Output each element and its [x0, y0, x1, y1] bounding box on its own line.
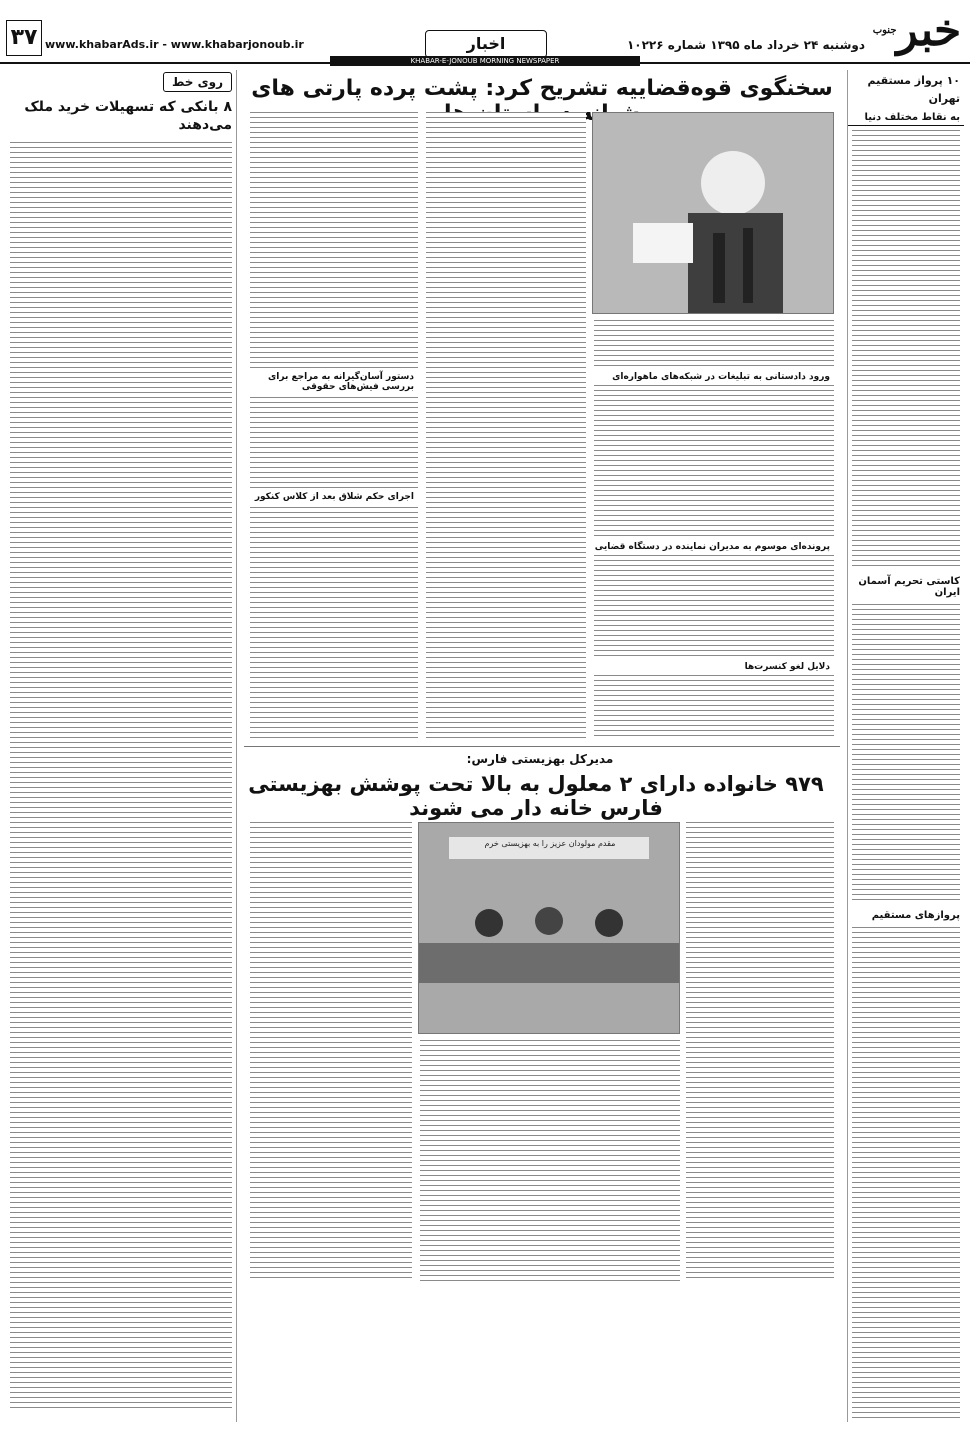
second-story-text-col1	[686, 822, 834, 1282]
website-links: www.khabarAds.ir - www.khabarjonoub.ir	[45, 38, 304, 51]
logo-subtext: جنوب	[872, 25, 897, 36]
second-story-title: ۹۷۹ خانواده دارای ۲ معلول به بالا تحت پوشش بهزیستی فارس خانه دار می شوند	[248, 772, 824, 820]
subhead-5: اجرای حکم شلاق بعد از کلاس کنکور	[244, 490, 418, 504]
second-story-text-col3	[250, 822, 412, 1282]
right-column-subtitle: به نقاط مختلف دنیا	[848, 110, 964, 126]
right-column-title: ۱۰ پرواز مستقیم تهران	[867, 74, 960, 105]
issue-date: دوشنبه ۲۴ خرداد ماه ۱۳۹۵ شماره ۱۰۲۲۶	[626, 38, 865, 52]
second-story-kicker: مدیرکل بهزیستی فارس:	[466, 752, 614, 766]
right-column-text-3	[852, 927, 960, 1422]
right-column-text	[852, 130, 960, 570]
meeting-illustration	[419, 823, 679, 1033]
meeting-photo	[418, 822, 680, 1034]
main-story-title: سخنگوی قوه‌قضاییه تشریح کرد: پشت پرده پارتی های	[251, 76, 833, 101]
spokesman-illustration	[593, 113, 833, 313]
right-column-text-2	[852, 604, 960, 904]
subhead-2: پرونده‌ای موسوم به مدیران نماینده در دستگاه قضایی	[586, 540, 834, 554]
roo-khat-label: روی خط	[163, 72, 232, 92]
subhead-1: ورود دادستانی به تبلیغات در شبکه‌های ماهواره‌ای	[586, 370, 834, 384]
left-column	[6, 70, 237, 1422]
second-story-text-col2	[420, 1040, 680, 1282]
subhead-3: دلایل لغو کنسرت‌ها	[586, 660, 834, 674]
main-story-text-col3	[250, 112, 418, 740]
main-area	[244, 70, 840, 1422]
main-story-text-col2	[426, 112, 586, 740]
newspaper-logo	[872, 6, 962, 56]
masthead	[0, 0, 970, 64]
right-column	[847, 70, 964, 1422]
right-column-heading: کاستی تحریم آسمان ایران	[858, 576, 960, 598]
subhead-4: دستور آسان‌گیرانه به مراجع برای بررسی فیش‌های حقوقی	[244, 370, 418, 394]
section-label: اخبار	[425, 30, 547, 58]
english-strip: KHABAR-E-JONOUB MORNING NEWSPAPER	[330, 56, 640, 66]
left-column-text	[10, 142, 232, 1412]
left-column-title: ۸ بانکی که تسهیلات خرید ملک می‌دهند	[24, 99, 232, 133]
right-column-heading-3: پروازهای مستقیم	[871, 910, 960, 921]
logo-text: خبر	[896, 5, 962, 56]
page-number: ۳۷	[6, 20, 42, 56]
spokesman-photo	[592, 112, 834, 314]
story-divider	[244, 746, 840, 747]
photo-banner: مقدم مولودان عزیز را به بهزیستی خرم	[484, 839, 616, 848]
